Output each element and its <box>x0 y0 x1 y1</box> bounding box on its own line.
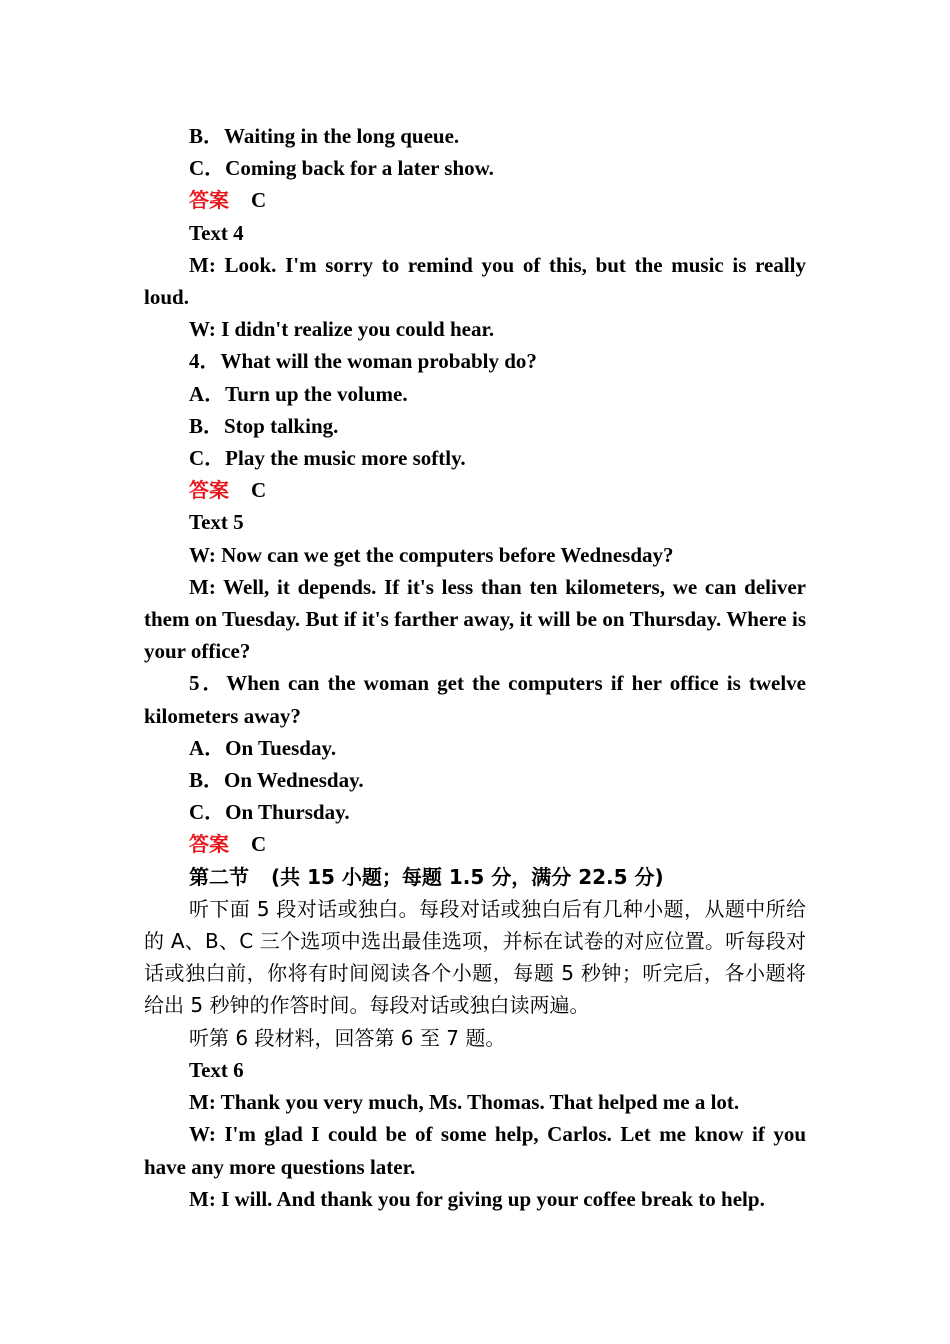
q4-answer: C <box>251 478 267 503</box>
q5-stem: 5．When can the woman get the computers if her office is twelve kilometers away? <box>144 671 806 728</box>
text5-title: Text 5 <box>189 510 244 535</box>
text4-title: Text 4 <box>189 220 244 245</box>
text5-woman-line: W: Now can we get the computers before Wednesday? <box>189 542 674 567</box>
text6-man-line-1: M: Thank you very much, Ms. Thomas. That helped me a lot. <box>189 1090 740 1115</box>
answer-label: 答案 <box>189 832 229 857</box>
document-page <box>144 120 806 1215</box>
q3-answer: C <box>251 188 267 213</box>
text6-woman-line-1: W: I'm glad I could be of some help, Carlos. Let me know if you have any more questions later. <box>144 1122 806 1179</box>
answer-label: 答案 <box>189 478 229 503</box>
answer-label: 答案 <box>189 188 229 213</box>
q5-answer: C <box>251 832 267 857</box>
q4-option-b: B．Stop talking. <box>189 413 339 438</box>
q3-option-b: B．Waiting in the long queue. <box>189 124 460 148</box>
section2-instructions: 听下面 5 段对话或独白。每段对话或独白后有几种小题，从题中所给的 A、B、C 三个选项中选出最佳选项，并标在试卷的对应位置。听每段对话或独白前，你将有时间阅读各个小题，每题 5 秒钟；听完后，各小题将给出 5 秒钟的作答时间。每段对话或独白读两遍。 <box>144 896 806 1018</box>
q5-option-c: C．On Thursday. <box>189 800 350 825</box>
q5-answer-line <box>144 828 806 860</box>
text4-man-line: M: Look. I'm sorry to remind you of this, but the music is really loud. <box>144 252 806 310</box>
q4-answer-line <box>144 474 806 506</box>
q4-stem: 4．What will the woman probably do? <box>189 349 537 374</box>
section2-note: (共 15 小题；每题 1.5 分，满分 22.5 分) <box>271 864 664 889</box>
text6-man-line-2: M: I will. And thank you for giving up your coffee break to help. <box>189 1186 765 1211</box>
q3-answer-line <box>144 184 806 216</box>
text6-title: Text 6 <box>189 1057 244 1082</box>
text4-woman-line: W: I didn't realize you could hear. <box>189 317 495 342</box>
section2-title: 第二节 <box>189 864 249 889</box>
q4-option-c: C．Play the music more softly. <box>189 446 466 471</box>
section2-heading <box>144 861 806 893</box>
text6-prompt: 听第 6 段材料，回答第 6 至 7 题。 <box>189 1025 506 1050</box>
q5-option-a: A．On Tuesday. <box>189 735 337 760</box>
q3-option-c: C．Coming back for a later show. <box>189 156 494 181</box>
q5-option-b: B．On Wednesday. <box>189 768 364 793</box>
q4-option-a: A．Turn up the volume. <box>189 381 408 406</box>
text5-man-line: M: Well, it depends. If it's less than ten kilometers, we can deliver them on Tuesday. But if it's farther away, it will be on Thursday. Where is your office? <box>144 574 806 664</box>
